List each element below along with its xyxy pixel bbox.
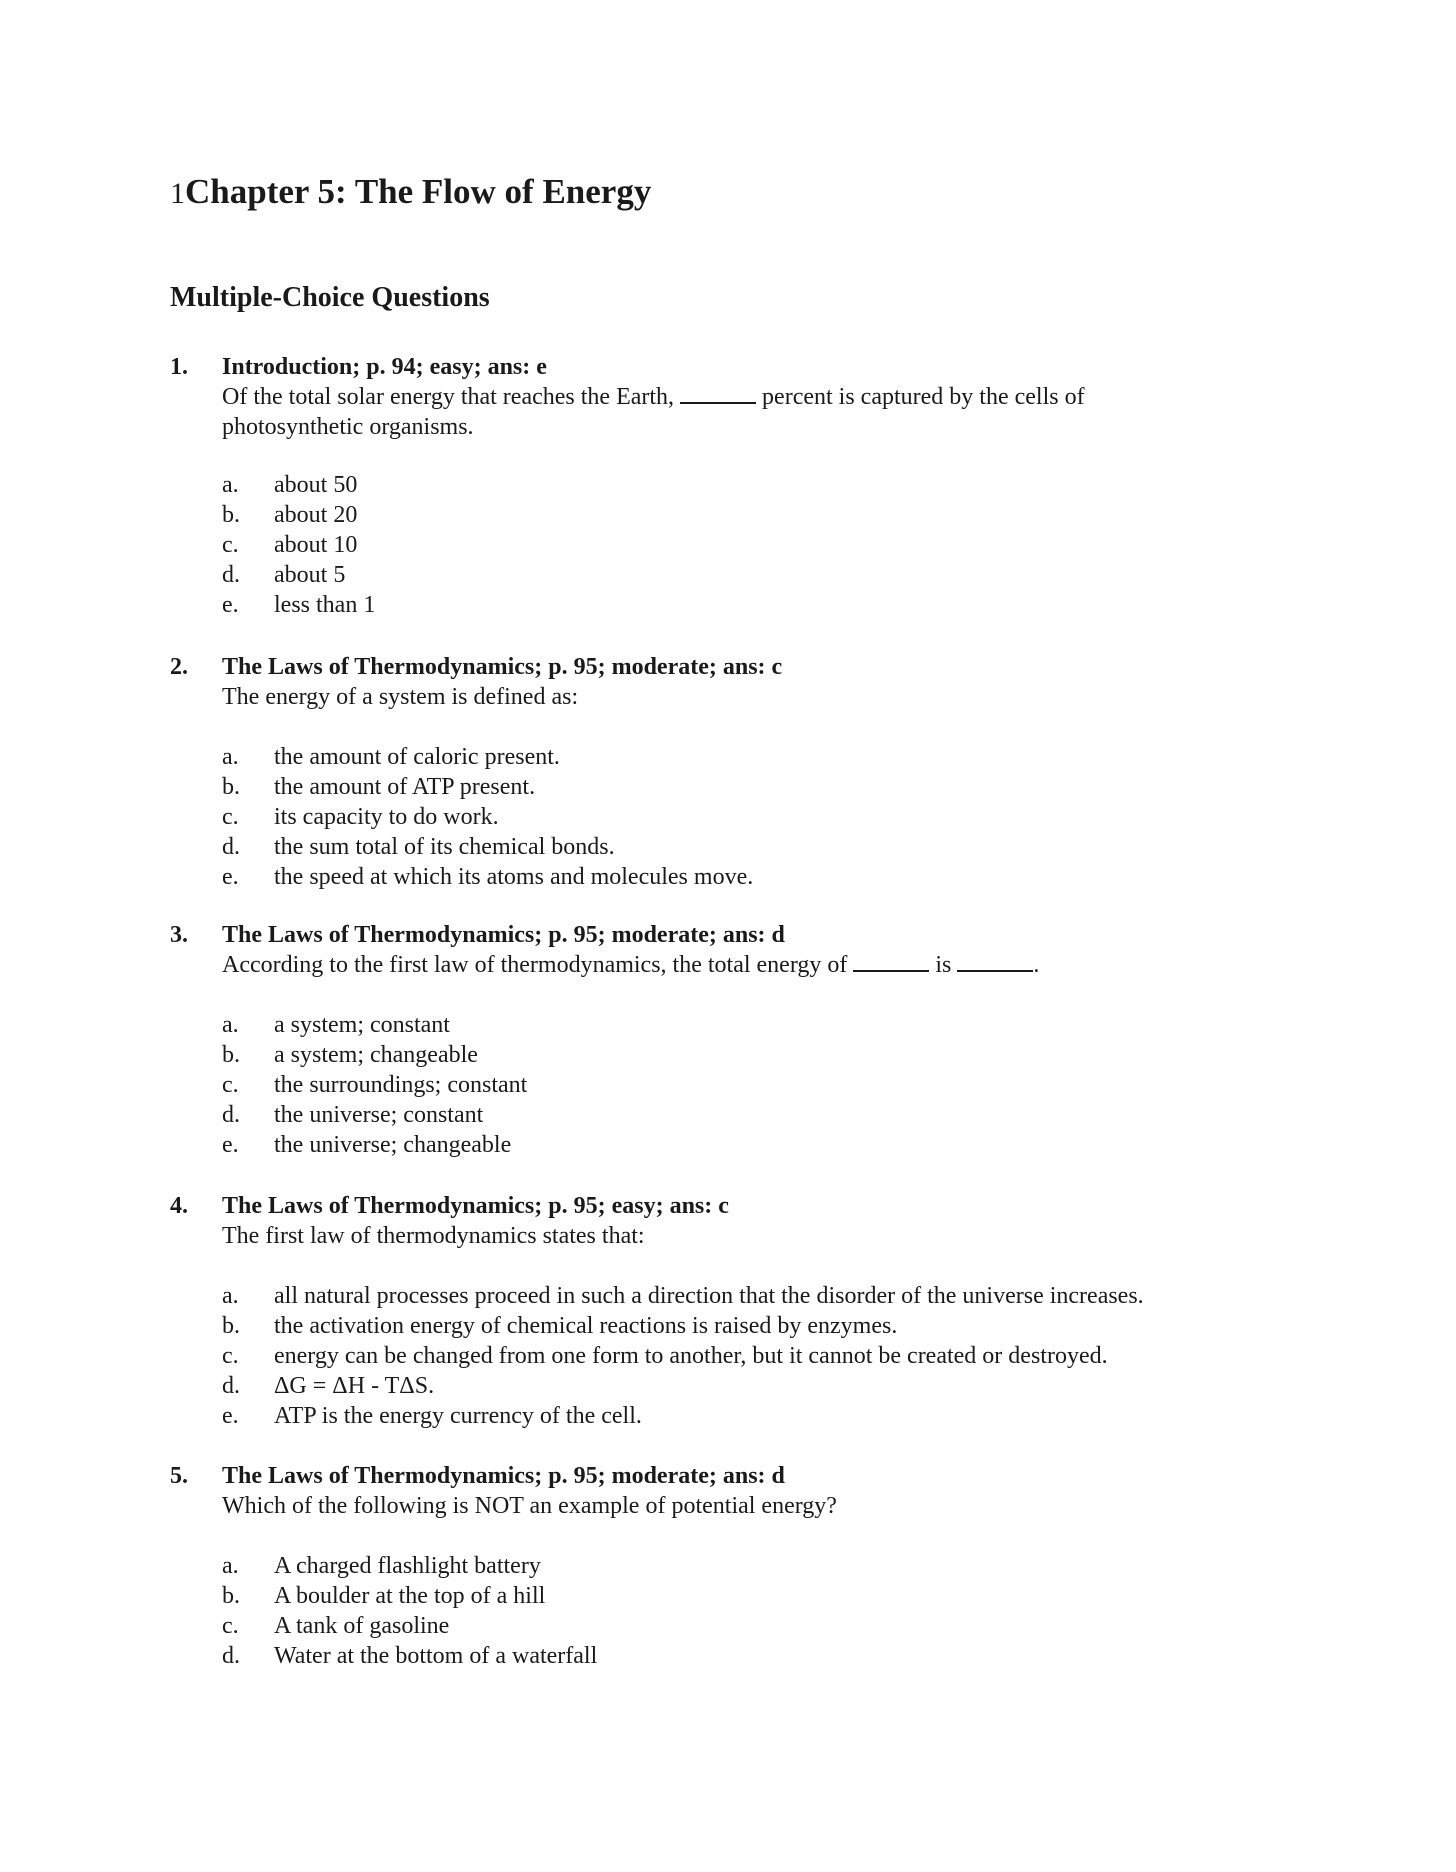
option-d	[222, 1371, 1144, 1401]
option-text: A boulder at the top of a hill	[274, 1583, 546, 1609]
question-number: 2.	[170, 654, 188, 680]
option-a	[222, 1551, 597, 1581]
option-letter: a.	[222, 1283, 239, 1309]
question-text	[222, 382, 1222, 442]
question-header: The Laws of Thermodynamics; p. 95; easy; ans: c	[222, 1193, 729, 1219]
option-d	[222, 1100, 527, 1130]
option-letter: b.	[222, 1583, 240, 1609]
option-text: about 5	[274, 562, 346, 588]
section-title: Multiple-Choice Questions	[170, 282, 490, 313]
question-header: The Laws of Thermodynamics; p. 95; moderate; ans: d	[222, 922, 785, 948]
question-text-part: Of the total solar energy that reaches the Earth,	[222, 384, 681, 410]
option-letter: d.	[222, 1373, 240, 1399]
option-letter: a.	[222, 1553, 239, 1579]
option-list	[222, 1551, 597, 1671]
question-text-part: .	[1033, 952, 1040, 978]
answer-blank	[853, 952, 929, 972]
option-list	[222, 1010, 527, 1160]
option-c	[222, 1070, 527, 1100]
option-text: ΔG = ΔH - TΔS.	[274, 1373, 435, 1399]
option-e	[222, 590, 375, 620]
option-e	[222, 862, 753, 892]
question-header: The Laws of Thermodynamics; p. 95; moderate; ans: c	[222, 654, 783, 680]
option-letter: d.	[222, 834, 240, 860]
question-text: The energy of a system is defined as:	[222, 684, 579, 710]
option-letter: d.	[222, 1102, 240, 1128]
option-a	[222, 470, 375, 500]
option-letter: c.	[222, 1072, 239, 1098]
option-text: the sum total of its chemical bonds.	[274, 834, 615, 860]
question-number: 4.	[170, 1193, 188, 1219]
option-text: the amount of ATP present.	[274, 774, 536, 800]
option-letter: b.	[222, 774, 240, 800]
question-text-part: percent is captured by the cells of	[756, 384, 1085, 410]
option-text: about 10	[274, 532, 358, 558]
option-letter: b.	[222, 1042, 240, 1068]
question-number: 1.	[170, 354, 188, 380]
question-text-part: photosynthetic organisms.	[222, 414, 474, 440]
option-letter: b.	[222, 1313, 240, 1339]
option-text: less than 1	[274, 592, 376, 618]
option-letter: c.	[222, 1343, 239, 1369]
option-b	[222, 1581, 597, 1611]
question-number: 5.	[170, 1463, 188, 1489]
question-number: 3.	[170, 922, 188, 948]
option-text: ATP is the energy currency of the cell.	[274, 1403, 642, 1429]
option-b	[222, 772, 753, 802]
option-text: the amount of caloric present.	[274, 744, 560, 770]
option-letter: e.	[222, 1132, 239, 1158]
option-text: energy can be changed from one form to another, but it cannot be created or destroyed.	[274, 1343, 1108, 1369]
option-c	[222, 802, 753, 832]
question-text-part: is	[929, 952, 958, 978]
option-letter: a.	[222, 472, 239, 498]
option-list	[222, 742, 753, 892]
option-e	[222, 1130, 527, 1160]
option-letter: d.	[222, 1643, 240, 1669]
option-c	[222, 1611, 597, 1641]
option-letter: e.	[222, 1403, 239, 1429]
option-letter: e.	[222, 864, 239, 890]
option-e	[222, 1401, 1144, 1431]
option-d	[222, 560, 375, 590]
option-text: a system; constant	[274, 1012, 450, 1038]
option-text: the speed at which its atoms and molecules move.	[274, 864, 754, 890]
question-text: Which of the following is NOT an example of potential energy?	[222, 1493, 837, 1519]
option-text: all natural processes proceed in such a direction that the disorder of the universe increases.	[274, 1283, 1144, 1309]
option-letter: b.	[222, 502, 240, 528]
chapter-title-text: Chapter 5: The Flow of Energy	[185, 172, 652, 211]
answer-blank	[957, 952, 1033, 972]
answer-blank	[680, 384, 756, 404]
option-text: A charged flashlight battery	[274, 1553, 541, 1579]
option-letter: c.	[222, 532, 239, 558]
question-text	[222, 950, 1222, 980]
option-a	[222, 1281, 1144, 1311]
option-letter: a.	[222, 744, 239, 770]
option-text: the surroundings; constant	[274, 1072, 528, 1098]
option-b	[222, 1040, 527, 1070]
option-d	[222, 832, 753, 862]
option-text: the universe; changeable	[274, 1132, 512, 1158]
option-d	[222, 1641, 597, 1671]
option-list	[222, 1281, 1144, 1431]
question-header: Introduction; p. 94; easy; ans: e	[222, 354, 547, 380]
option-text: Water at the bottom of a waterfall	[274, 1643, 598, 1669]
option-letter: a.	[222, 1012, 239, 1038]
option-letter: c.	[222, 1613, 239, 1639]
option-letter: e.	[222, 592, 239, 618]
option-text: about 50	[274, 472, 358, 498]
option-text: the activation energy of chemical reactions is raised by enzymes.	[274, 1313, 898, 1339]
footnote-marker: 1	[170, 177, 185, 210]
question-text-part: According to the first law of thermodynamics, the total energy of	[222, 952, 854, 978]
option-c	[222, 530, 375, 560]
question-header: The Laws of Thermodynamics; p. 95; moderate; ans: d	[222, 1463, 785, 1489]
option-a	[222, 742, 753, 772]
chapter-title	[170, 170, 651, 216]
option-b	[222, 500, 375, 530]
option-c	[222, 1341, 1144, 1371]
option-letter: d.	[222, 562, 240, 588]
option-a	[222, 1010, 527, 1040]
question-text: The first law of thermodynamics states that:	[222, 1223, 645, 1249]
option-text: A tank of gasoline	[274, 1613, 450, 1639]
option-letter: c.	[222, 804, 239, 830]
option-b	[222, 1311, 1144, 1341]
option-text: its capacity to do work.	[274, 804, 499, 830]
option-list	[222, 470, 375, 620]
option-text: the universe; constant	[274, 1102, 484, 1128]
option-text: a system; changeable	[274, 1042, 478, 1068]
option-text: about 20	[274, 502, 358, 528]
